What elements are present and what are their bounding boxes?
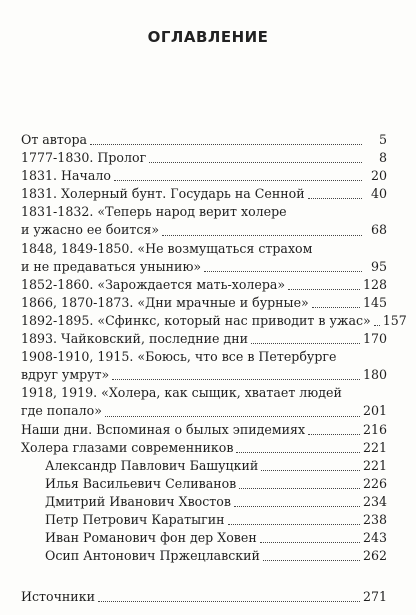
page-number: 271 xyxy=(362,589,387,605)
dot-leader xyxy=(98,601,360,602)
dot-leader xyxy=(236,452,359,453)
dot-leader xyxy=(261,470,360,471)
page-number: 243 xyxy=(362,530,387,546)
dot-leader xyxy=(374,325,380,326)
dot-leader xyxy=(112,379,360,380)
toc-entry-row xyxy=(21,258,387,276)
toc-entry-title: 1852-1860. «Зарождается мать-холера» xyxy=(21,276,286,292)
toc-entry xyxy=(21,457,387,475)
page-number: 180 xyxy=(362,367,387,383)
toc-entry-title: Источники xyxy=(21,589,95,605)
page-number: 170 xyxy=(362,331,387,347)
toc-entry-title: Осип Антонович Пржецлавский xyxy=(45,548,260,564)
page-number: 40 xyxy=(370,186,387,202)
toc-entry-title: 1831. Холерный бунт. Государь на Сенной xyxy=(21,186,305,202)
dot-leader xyxy=(204,271,362,272)
dot-leader xyxy=(308,434,360,435)
toc-entry xyxy=(21,167,387,185)
page-number: 262 xyxy=(362,548,387,564)
toc-entry-title: вдруг умрут» xyxy=(21,367,110,383)
toc-entry-title-line: 1908-1910, 1915. «Боюсь, что все в Петербурге xyxy=(21,349,337,365)
toc-entry-title: Илья Васильевич Селиванов xyxy=(45,475,237,491)
page-number: 216 xyxy=(362,421,387,437)
toc-entry-title: 1892-1895. «Сфинкс, который нас приводит в ужас» xyxy=(21,312,371,328)
dot-leader xyxy=(260,542,360,543)
page-number: 145 xyxy=(362,294,387,310)
toc-entry xyxy=(21,475,387,493)
toc-entry-row xyxy=(21,221,387,239)
dot-leader xyxy=(234,506,360,507)
dot-leader xyxy=(90,144,362,145)
dot-leader xyxy=(105,416,360,417)
toc-entry-title: 1893. Чайковский, последние дни xyxy=(21,331,248,347)
dot-leader xyxy=(239,488,360,489)
toc-entry xyxy=(21,276,387,294)
page-number: 20 xyxy=(370,168,387,184)
dot-leader xyxy=(288,289,360,290)
page-number: 128 xyxy=(362,276,387,292)
table-of-contents xyxy=(21,131,407,606)
toc-entry-title: Петр Петрович Каратыгин xyxy=(45,511,225,527)
page-number: 157 xyxy=(382,312,407,328)
page-number: 238 xyxy=(362,511,387,527)
toc-entry-title-line: 1831-1832. «Теперь народ верит холере xyxy=(21,204,287,220)
toc-entry xyxy=(21,294,387,312)
page-title: ОГЛАВЛЕНИЕ xyxy=(147,28,269,46)
toc-entry xyxy=(21,185,387,203)
toc-entry-row xyxy=(21,402,387,420)
dot-leader xyxy=(149,162,362,163)
page-number: 95 xyxy=(370,258,387,274)
toc-entry-title: и не предаваться унынию» xyxy=(21,258,202,274)
toc-entry xyxy=(21,330,387,348)
dot-leader xyxy=(263,560,360,561)
toc-entry-title: Дмитрий Иванович Хвостов xyxy=(45,493,231,509)
page-number: 201 xyxy=(362,403,387,419)
toc-entry xyxy=(21,493,387,511)
page-number: 68 xyxy=(370,222,387,238)
page-number: 221 xyxy=(362,439,387,455)
toc-entry xyxy=(21,421,387,439)
toc-entry xyxy=(21,511,387,529)
toc-entry-title: Иван Романович фон дер Ховен xyxy=(45,530,257,546)
toc-entry xyxy=(21,588,387,606)
toc-entry-title: Наши дни. Вспоминая о былых эпидемиях xyxy=(21,421,306,437)
dot-leader xyxy=(308,198,362,199)
toc-entry xyxy=(21,439,387,457)
toc-entry xyxy=(21,529,387,547)
toc-entry-title: 1831. Начало xyxy=(21,168,111,184)
page-number: 221 xyxy=(362,457,387,473)
dot-leader xyxy=(228,524,360,525)
toc-entry-row xyxy=(21,366,387,384)
dot-leader xyxy=(251,343,360,344)
toc-entry xyxy=(21,240,387,276)
dot-leader xyxy=(114,180,362,181)
page-number: 226 xyxy=(362,475,387,491)
dot-leader xyxy=(312,307,360,308)
toc-entry xyxy=(21,348,387,384)
toc-entry xyxy=(21,203,387,239)
toc-entry-title: где попало» xyxy=(21,403,102,419)
toc-entry xyxy=(21,149,387,167)
page-number: 5 xyxy=(378,132,387,147)
page-number: 234 xyxy=(362,493,387,509)
toc-entry-title: 1777-1830. Пролог xyxy=(21,150,147,166)
toc-entry-title: От автора xyxy=(21,132,88,147)
toc-entry-title-line: 1918, 1919. «Холера, как сыщик, хватает людей xyxy=(21,385,342,401)
toc-entry-title: 1866, 1870-1873. «Дни мрачные и бурные» xyxy=(21,294,309,310)
toc-entry xyxy=(21,547,387,565)
toc-entry xyxy=(21,312,407,330)
toc-entry-title-line: 1848, 1849-1850. «Не возмущаться страхом xyxy=(21,240,313,256)
toc-entry-title: Холера глазами современников xyxy=(21,439,234,455)
toc-entry xyxy=(21,131,387,149)
toc-entry xyxy=(21,384,387,420)
toc-entry-title: и ужасно ее боится» xyxy=(21,222,160,238)
section-spacer xyxy=(21,565,387,588)
toc-entry-title: Александр Павлович Башуцкий xyxy=(45,457,259,473)
page-number: 8 xyxy=(378,150,387,166)
dot-leader xyxy=(162,235,362,236)
